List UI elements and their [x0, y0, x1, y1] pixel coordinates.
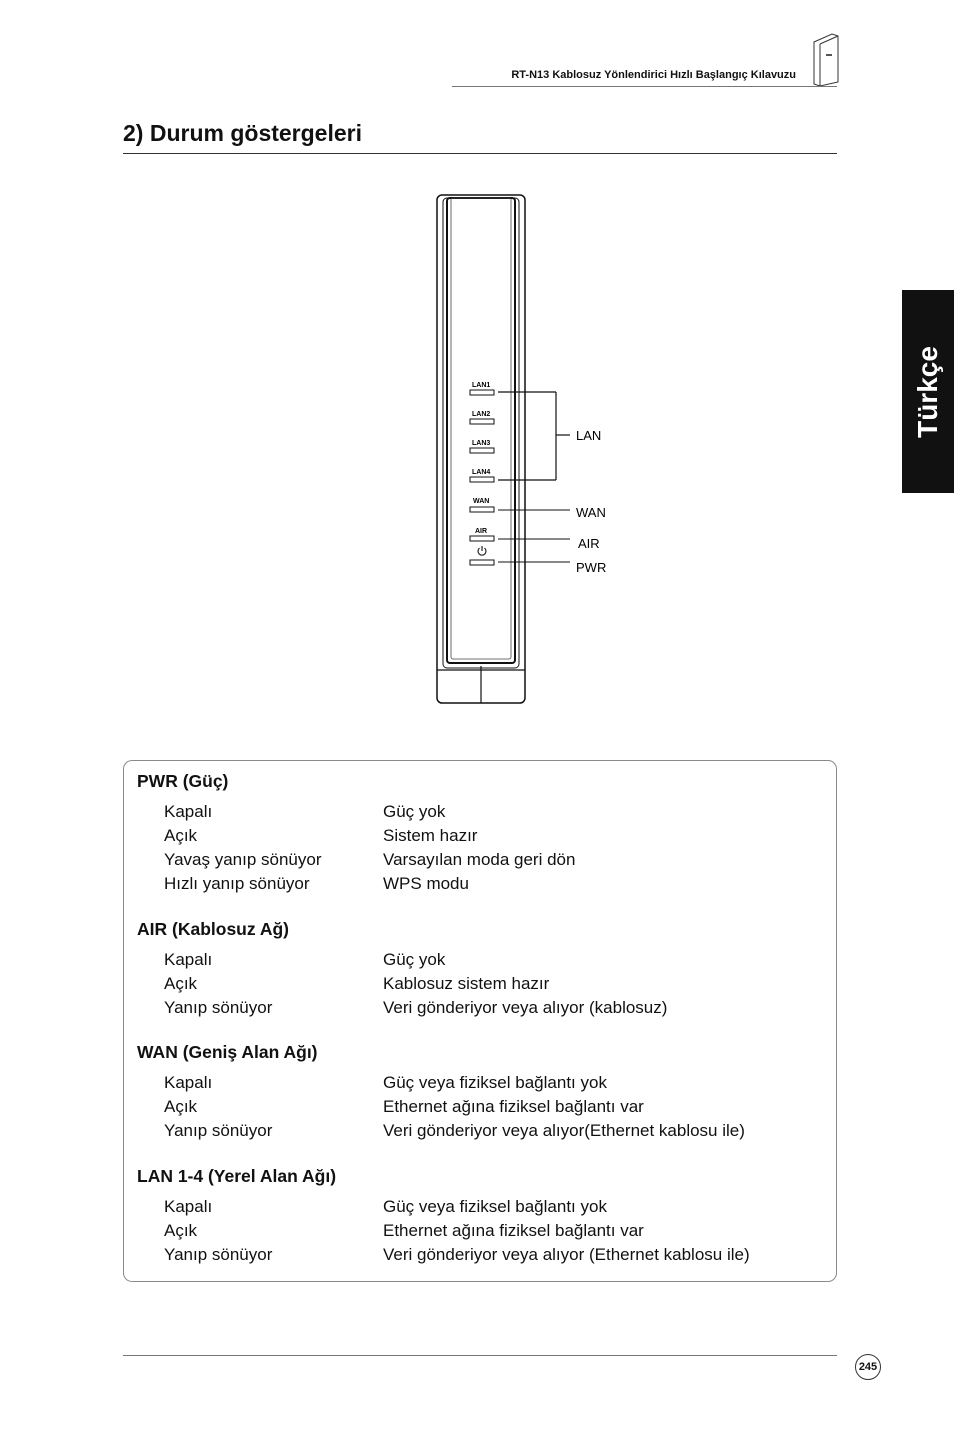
status-state: Açık	[164, 1097, 198, 1116]
status-meaning: Güç veya fiziksel bağlantı yok	[383, 1197, 607, 1216]
section-heading: WAN (Geniş Alan Ağı)	[137, 1042, 318, 1062]
language-tab	[902, 290, 954, 493]
status-row	[137, 1071, 827, 1095]
status-meaning: Kablosuz sistem hazır	[383, 974, 550, 993]
status-meaning: Veri gönderiyor veya alıyor (kablosuz)	[383, 998, 668, 1017]
status-meaning: Güç veya fiziksel bağlantı yok	[383, 1073, 607, 1092]
status-state: Açık	[164, 1221, 198, 1240]
air-led	[470, 536, 494, 541]
lan-callout-label: LAN	[576, 428, 602, 443]
status-row	[137, 872, 827, 896]
router-front-panel-diagram	[430, 190, 650, 710]
section-heading: LAN 1-4 (Yerel Alan Ağı)	[137, 1166, 337, 1186]
pwr-status-section	[137, 770, 827, 896]
status-meaning: Güç yok	[383, 950, 446, 969]
status-meaning: Veri gönderiyor veya alıyor(Ethernet kablosu ile)	[383, 1121, 745, 1140]
status-state: Açık	[164, 826, 198, 845]
page-number: 245	[855, 1354, 881, 1380]
lan2-led	[470, 419, 494, 424]
status-state: Kapalı	[164, 950, 213, 969]
lan-status-section	[137, 1165, 827, 1267]
footer-rule	[123, 1355, 837, 1356]
section-heading: PWR (Güç)	[137, 771, 229, 791]
status-row	[137, 1219, 827, 1243]
status-state: Yanıp sönüyor	[164, 1245, 273, 1264]
lan1-led	[470, 390, 494, 395]
status-state: Yanıp sönüyor	[164, 998, 273, 1017]
wan-status-section	[137, 1041, 827, 1143]
status-state: Kapalı	[164, 1197, 213, 1216]
status-state: Yavaş yanıp sönüyor	[164, 850, 322, 869]
pwr-callout-label: PWR	[576, 560, 607, 575]
status-row	[137, 1119, 827, 1143]
status-state: Kapalı	[164, 1073, 213, 1092]
status-row	[137, 1243, 827, 1267]
page-title: 2) Durum göstergeleri	[123, 120, 362, 146]
status-row	[137, 1095, 827, 1119]
status-state: Yanıp sönüyor	[164, 1121, 273, 1140]
wan-panel-label: WAN	[473, 498, 490, 505]
lan3-panel-label: LAN3	[472, 440, 491, 447]
language-tab-label: Türkçe	[912, 345, 943, 438]
status-meaning: Güç yok	[383, 802, 446, 821]
status-state: Açık	[164, 974, 198, 993]
running-header: RT-N13 Kablosuz Yönlendirici Hızlı Başlangıç Kılavuzu	[511, 69, 796, 81]
lan4-led	[470, 477, 494, 482]
status-row	[137, 800, 827, 824]
pwr-led	[470, 560, 494, 565]
title-rule	[123, 153, 837, 154]
status-row	[137, 848, 827, 872]
wan-callout-label: WAN	[576, 505, 606, 520]
status-row	[137, 972, 827, 996]
router-thumbnail-icon	[808, 30, 840, 88]
lan3-led	[470, 448, 494, 453]
status-state: Kapalı	[164, 802, 213, 821]
status-row	[137, 996, 827, 1020]
status-meaning: Ethernet ağına fiziksel bağlantı var	[383, 1221, 644, 1240]
lan2-panel-label: LAN2	[472, 411, 491, 418]
status-meaning: Varsayılan moda geri dön	[383, 850, 576, 869]
status-row	[137, 824, 827, 848]
status-meaning: Ethernet ağına fiziksel bağlantı var	[383, 1097, 644, 1116]
lan4-panel-label: LAN4	[472, 469, 491, 476]
status-row	[137, 1195, 827, 1219]
status-indicator-box	[123, 760, 837, 1282]
air-panel-label: AIR	[475, 528, 488, 535]
status-meaning: Veri gönderiyor veya alıyor (Ethernet kablosu ile)	[383, 1245, 750, 1264]
air-status-section	[137, 918, 827, 1020]
header-rule	[452, 86, 837, 87]
section-heading: AIR (Kablosuz Ağ)	[137, 919, 289, 939]
air-callout-label: AIR	[578, 536, 600, 551]
status-meaning: WPS modu	[383, 874, 469, 893]
status-state: Hızlı yanıp sönüyor	[164, 874, 310, 893]
status-meaning: Sistem hazır	[383, 826, 478, 845]
status-row	[137, 948, 827, 972]
wan-led	[470, 507, 494, 512]
lan1-panel-label: LAN1	[472, 382, 491, 389]
